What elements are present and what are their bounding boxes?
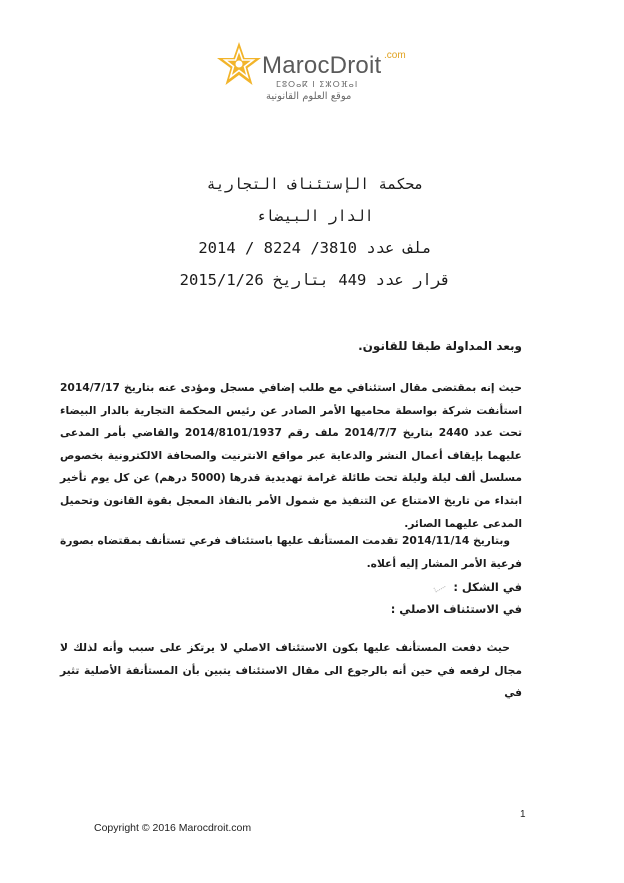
- paragraph-original-appeal: حيث دفعت المستأنف عليها بكون الاستئناف الاصلي لا يرتكز على سبب وأنه لذلك لا مجال لرفعه في حين أنه بالرجوع الى مقال الاستئناف يتبين بأن المستأنفة الأصلية تثير في: [60, 641, 522, 700]
- court-name: محكمة الإستئناف التجارية: [206, 175, 424, 193]
- paragraph-facts: حيث إنه بمقتضى مقال استئنافي مع طلب إضافي مسجل ومؤدى عنه بتاريخ 2014/7/17 استأنفت شركة بواسطة محاميها الأمر الصادر عن رئيس المحكمة التجارية بالدار البيضاء تحت عدد 2440 بتاريخ 2014/7/7 ملف رقم 2014/8101/1937 والقاضي بأمر المدعى عليهما بإيقاف أعمال النشر والدعاية عبر مواقع الانترنيت والصحافة الالكترونية بخصوص مسلسل ألف ليلة وليلة تحت طائلة غرامة تهديدية قدرها (5000 درهم) عن كل يوم تأخير ابتداء من تاريخ الامتناع عن التنفيذ مع شمول الأمر بالنفاذ المعجل بقوة القانون وتحميل المدعى عليهما الصائر.: [60, 381, 522, 530]
- file-number: ملف عدد 3810/ 8224 / 2014: [198, 239, 432, 257]
- court-city: الدار البيضاء: [256, 207, 374, 225]
- copyright-notice: Copyright © 2016 Marocdroit.com: [94, 822, 252, 834]
- section-heading-original-appeal: في الاستئناف الاصلي :: [390, 602, 522, 616]
- logo-brand-name: MarocDroit: [262, 52, 382, 79]
- court-heading: [120, 168, 510, 296]
- star-logo-icon: [214, 40, 264, 90]
- section-heading-form: في الشكل :: [453, 580, 522, 594]
- paragraph-cross-appeal: وبتاريخ 2014/11/14 تقدمت المستأنف عليها باستئناف فرعي تستأنف بمقتضاه بصورة فرعية الأمر المشار إليه أعلاه.: [60, 534, 522, 570]
- logo-domain-suffix: .com: [384, 50, 406, 61]
- logo-arabic-tagline: موقع العلوم القانونية: [266, 91, 352, 102]
- page-number: 1: [520, 809, 526, 820]
- site-logo: [214, 40, 424, 110]
- decision-number: قرار عدد 449 بتاريخ 2015/1/26: [179, 271, 451, 289]
- deliberation-line: وبعد المداولة طبقا للقانون.: [358, 339, 522, 353]
- logo-tifinagh-tagline: ⵎⵓⵔⴰⴽ ⵏ ⵉⵣⵔⴼⴰⵏ: [276, 80, 359, 89]
